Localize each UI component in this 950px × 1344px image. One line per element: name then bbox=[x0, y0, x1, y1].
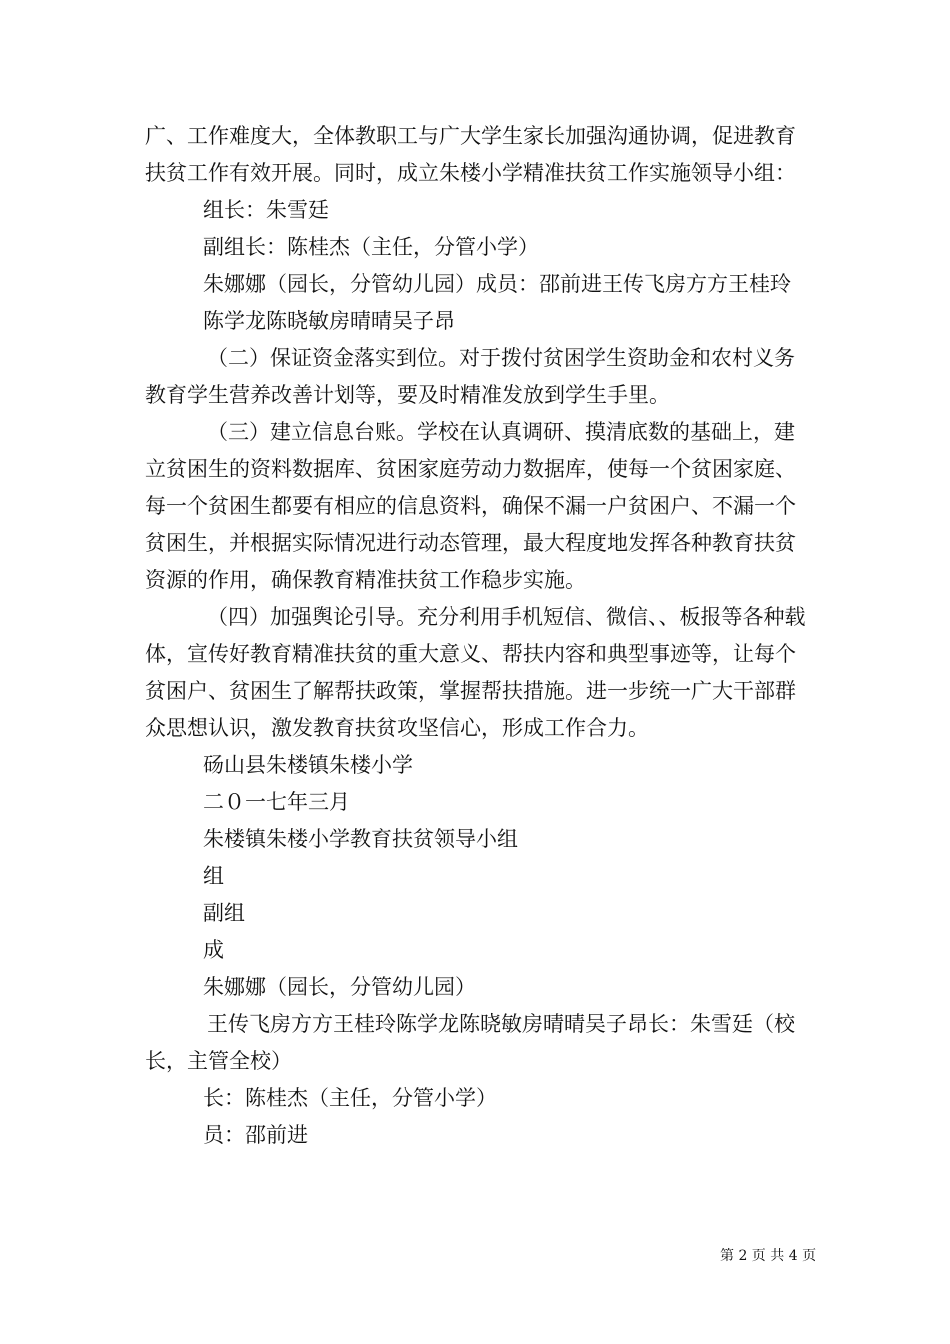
paragraph-section-two: （二）保证资金落实到位。对于拨付贫困学生资助金和农村义务教育学生营养改善计划等，要及时精准发放到学生手里。 bbox=[145, 346, 795, 407]
group-members-list: 王传飞房方方王桂玲陈学龙陈晓敏房晴晴吴子昂长：朱雪廷（校长，主管全校） bbox=[145, 1012, 795, 1073]
signature-school: 砀山县朱楼镇朱楼小学 bbox=[203, 753, 413, 777]
group-fragment-leader: 组 bbox=[203, 864, 224, 888]
group-title: 朱楼镇朱楼小学教育扶贫领导小组 bbox=[203, 827, 518, 851]
group-fragment-deputy: 副组 bbox=[203, 901, 245, 925]
paragraph-section-three: （三）建立信息台账。学校在认真调研、摸清底数的基础上，建立贫困生的资料数据库、贫困家庭劳动力数据库，使每一个贫困家庭、每一个贫困生都要有相应的信息资料，确保不漏一户贫困户、不漏一个贫困生，并根据实际情况进行动态管理，最大程度地发挥各种教育扶贫资源的作用，确保教育精准扶贫工作稳步实施。 bbox=[145, 420, 796, 592]
paragraph-members-2: 陈学龙陈晓敏房晴晴吴子昂 bbox=[203, 309, 455, 333]
group-kindergarten: 朱娜娜（园长，分管幼儿园） bbox=[203, 975, 476, 999]
paragraph-continuation: 广、工作难度大，全体教职工与广大学生家长加强沟通协调，促进教育扶贫工作有效开展。同时，成立朱楼小学精准扶贫工作实施领导小组： bbox=[145, 124, 796, 185]
paragraph-section-four: （四）加强舆论引导。充分利用手机短信、微信、、板报等各种载体，宣传好教育精准扶贫的重大意义、帮扶内容和典型事迹等，让每个贫困户、贫困生了解帮扶政策，掌握帮扶措施。进一步统一广大干部群众思想认识，激发教育扶贫攻坚信心，形成工作合力。 bbox=[145, 605, 806, 740]
group-fragment-members: 成 bbox=[203, 938, 224, 962]
document-body bbox=[145, 118, 810, 1154]
group-member-detail: 员：邵前进 bbox=[203, 1123, 308, 1147]
signature-date: 二０一七年三月 bbox=[203, 790, 350, 814]
page-number: 第 2 页 共 4 页 bbox=[720, 1248, 817, 1264]
paragraph-members-1: 朱娜娜（园长，分管幼儿园）成员：邵前进王传飞房方方王桂玲 bbox=[203, 272, 791, 296]
paragraph-deputy-leader: 副组长：陈桂杰（主任，分管小学） bbox=[203, 235, 539, 259]
group-deputy-detail: 长：陈桂杰（主任，分管小学） bbox=[203, 1086, 497, 1110]
paragraph-leader: 组长：朱雪廷 bbox=[203, 198, 329, 222]
